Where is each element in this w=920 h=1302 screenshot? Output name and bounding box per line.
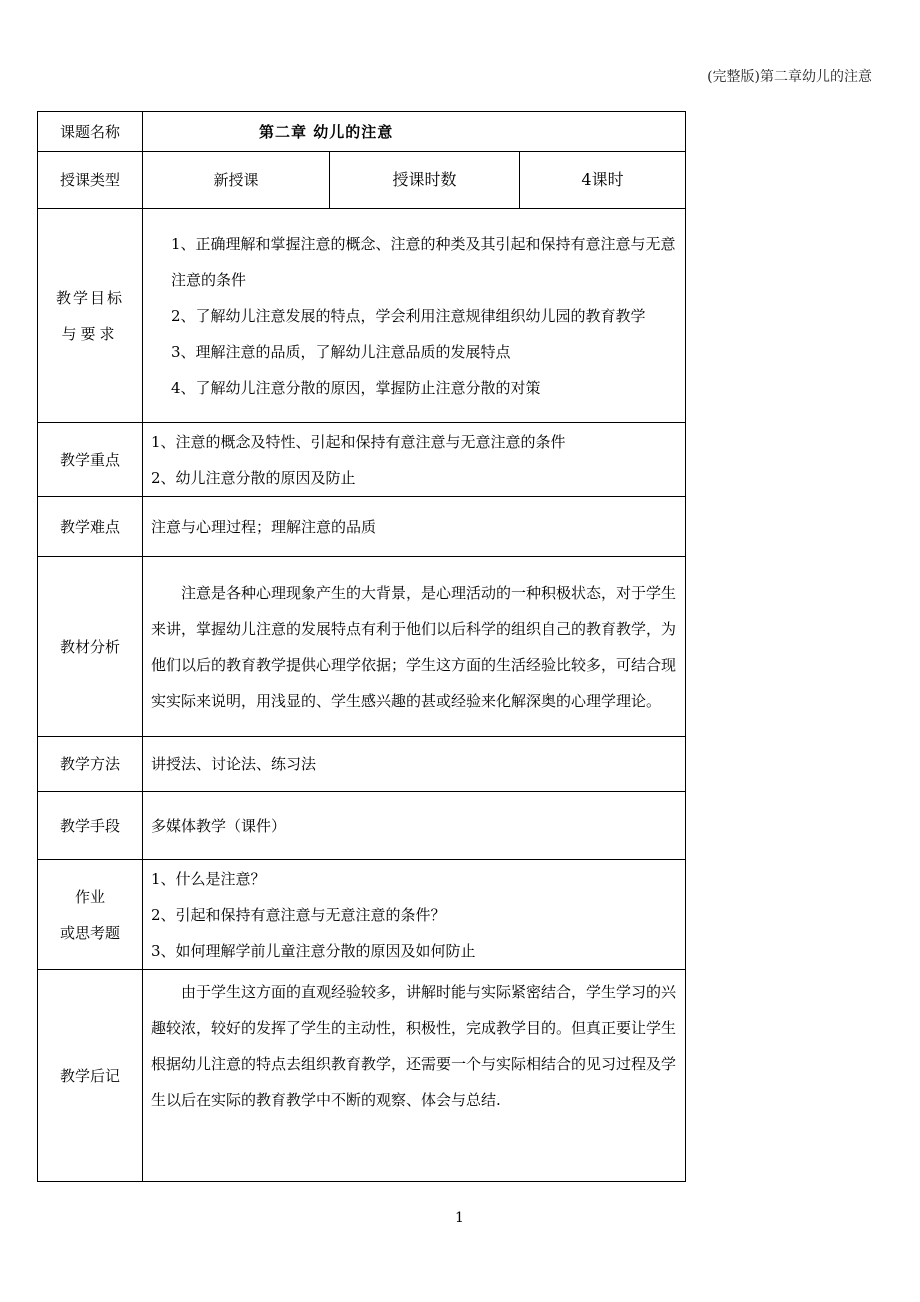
analysis-content: [143, 557, 686, 737]
course-title: 第二章 幼儿的注意: [143, 112, 686, 152]
class-type-value: 新授课: [143, 152, 330, 209]
row-means: [38, 792, 686, 860]
goal-item: 4、了解幼儿注意分散的原因，掌握防止注意分散的对策: [171, 378, 541, 397]
homework-item: 3、如何理解学前儿童注意分散的原因及如何防止: [151, 941, 476, 960]
row-goals: [38, 209, 686, 423]
notes-content: [143, 970, 686, 1182]
means-content: 多媒体教学（课件）: [143, 792, 686, 860]
row-title: [38, 112, 686, 152]
row-difficulties: [38, 497, 686, 557]
homework-item: 1、什么是注意？: [151, 869, 266, 888]
label-methods: 教学方法: [38, 737, 143, 792]
methods-content: 讲授法、讨论法、练习法: [143, 737, 686, 792]
document-header-title: (完整版)第二章幼儿的注意: [707, 69, 872, 85]
label-homework: [38, 860, 143, 970]
label-homework-line-1: 作业: [74, 887, 105, 906]
key-point-item: 2、幼儿注意分散的原因及防止: [151, 468, 356, 487]
label-key-points: 教学重点: [38, 423, 143, 497]
key-points-content: [143, 423, 686, 497]
label-difficulties: 教学难点: [38, 497, 143, 557]
lesson-plan-table: [37, 111, 686, 1182]
row-analysis: [38, 557, 686, 737]
row-key-points: [38, 423, 686, 497]
label-class-hours: 授课时数: [330, 152, 520, 209]
goal-item: 2、了解幼儿注意发展的特点，学会利用注意规律组织幼儿园的教育教学: [171, 306, 646, 325]
notes-text: 由于学生这方面的直观经验较多，讲解时能与实际紧密结合，学生学习的兴趣较浓，较好的发挥了学生的主动性，积极性，完成教学目的。但真正要让学生根据幼儿注意的特点去组织教育教学，还需要一个与实际相结合的见习过程及学生以后在实际的教育教学中不断的观察、体会与总结.: [151, 983, 677, 1109]
label-means: 教学手段: [38, 792, 143, 860]
homework-content: [143, 860, 686, 970]
key-point-item: 1、注意的概念及特性、引起和保持有意注意与无意注意的条件: [151, 432, 566, 451]
row-notes: [38, 970, 686, 1182]
label-notes: 教学后记: [38, 970, 143, 1182]
goal-item: 3、理解注意的品质，了解幼儿注意品质的发展特点: [171, 342, 511, 361]
page-number: 1: [455, 1210, 464, 1226]
label-analysis: 教材分析: [38, 557, 143, 737]
label-course-title: 课题名称: [38, 112, 143, 152]
goal-item: 1、正确理解和掌握注意的概念、注意的种类及其引起和保持有意注意与无意注意的条件: [171, 234, 676, 289]
label-goals-line-2: 与要求: [61, 324, 119, 343]
goals-content: [143, 209, 686, 423]
row-methods: [38, 737, 686, 792]
row-type: [38, 152, 686, 209]
label-class-type: 授课类型: [38, 152, 143, 209]
row-homework: [38, 860, 686, 970]
analysis-text: 注意是各种心理现象产生的大背景，是心理活动的一种积极状态，对于学生来讲，掌握幼儿注意的发展特点有利于他们以后科学的组织自己的教育教学，为他们以后的教育教学提供心理学依据；学生这方面的生活经验比较多，可结合现实实际来说明，用浅显的、学生感兴趣的甚或经验来化解深奥的心理学理论。: [151, 583, 677, 710]
label-homework-line-2: 或思考题: [59, 923, 120, 942]
label-goals: [38, 209, 143, 423]
class-hours-value: 4课时: [520, 152, 686, 209]
homework-item: 2、引起和保持有意注意与无意注意的条件？: [151, 905, 446, 924]
difficulties-content: 注意与心理过程；理解注意的品质: [143, 497, 686, 557]
label-goals-line-1: 教学目标: [55, 288, 124, 307]
